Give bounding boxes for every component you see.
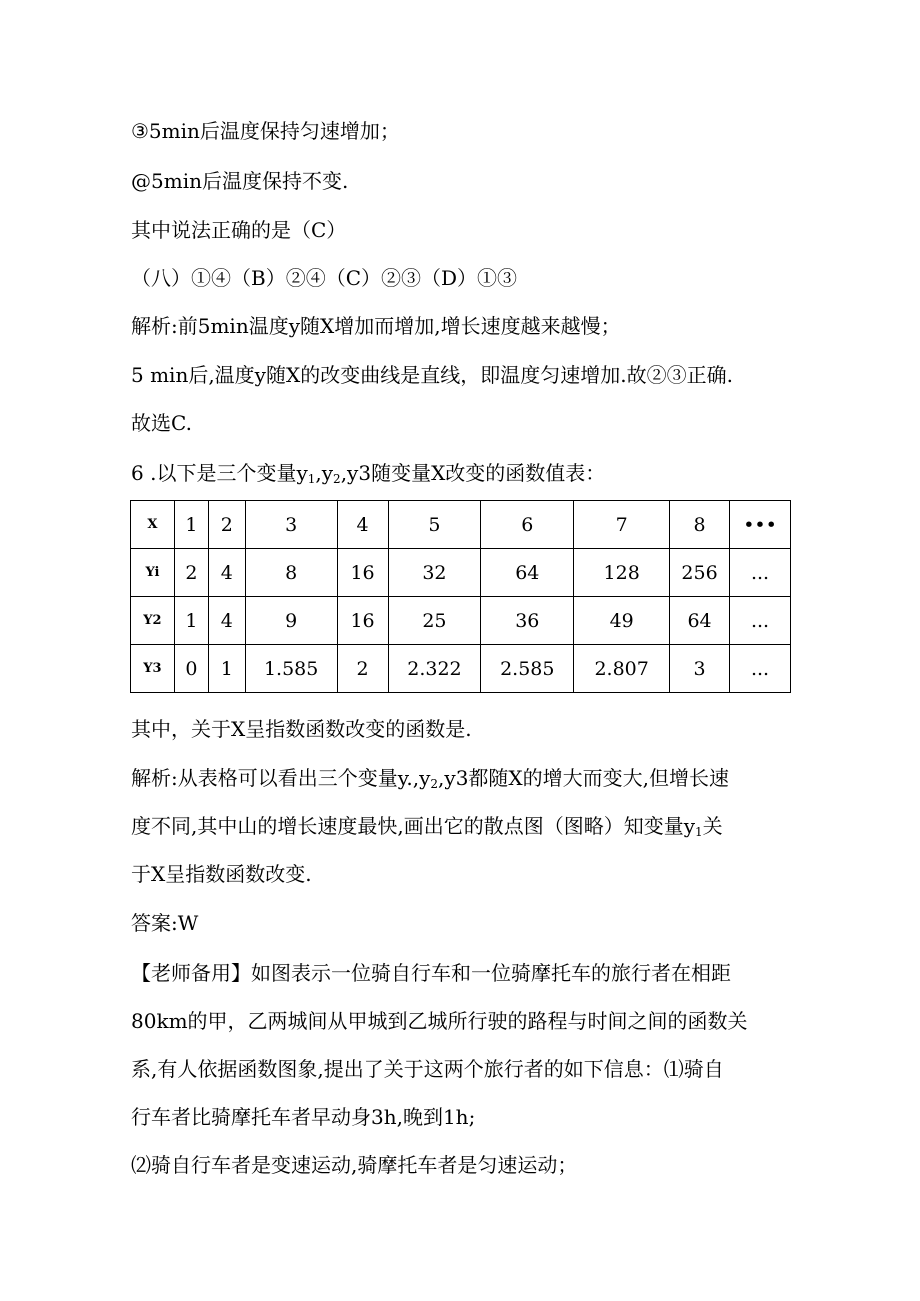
table-cell: ... [730, 645, 791, 693]
table-cell: 1 [174, 597, 208, 645]
q6-subscript-1: 1 [307, 472, 316, 486]
table-analysis-line-2 [131, 813, 723, 839]
table-cell: 7 [574, 501, 670, 549]
table-cell: 0 [174, 645, 208, 693]
row-label: Yi [131, 549, 175, 597]
statement-4: @5min后温度保持不变. [131, 169, 349, 193]
analysis-text: 解析:从表格可以看出三个变量y.,y [131, 766, 431, 790]
table-cell: 64 [670, 597, 730, 645]
table-cell: 9 [245, 597, 337, 645]
analysis-text-rest: 关 [702, 814, 723, 838]
analysis-subscript: 1 [695, 825, 703, 839]
table-cell: 2 [208, 501, 245, 549]
q6-mid: ,y [315, 461, 334, 485]
table-cell: 8 [245, 549, 337, 597]
table-cell: 25 [388, 597, 481, 645]
table-cell: 64 [481, 549, 574, 597]
table-cell: 36 [481, 597, 574, 645]
table-cell: 256 [670, 549, 730, 597]
analysis-text: 度不同,其中山的增长速度最快,画出它的散点图（图略）知变量y [131, 814, 696, 838]
row-label: Y2 [131, 597, 175, 645]
row-label: X [131, 501, 175, 549]
question-statement: 其中，关于X呈指数函数改变的函数是. [131, 717, 472, 741]
table-row [131, 597, 791, 645]
table-cell: 128 [574, 549, 670, 597]
table-row [131, 501, 791, 549]
table-cell: 1 [174, 501, 208, 549]
teacher-note-line-4: 行车者比骑摩托车者早动身3h,晚到1h; [131, 1105, 476, 1129]
analysis-conclusion: 故选C. [131, 411, 192, 435]
table-analysis-line-3: 于X呈指数函数改变. [131, 862, 312, 886]
q6-prefix: 6 .以下是三个变量y [131, 461, 308, 485]
q6-subscript-2: 2 [333, 472, 341, 486]
table-cell: 8 [670, 501, 730, 549]
row-label: Y3 [131, 645, 175, 693]
table-cell: ... [730, 597, 791, 645]
q6-rest: ,y3随变量X改变的函数值表： [340, 461, 606, 485]
table-cell: 2.585 [481, 645, 574, 693]
statement-3: ③5min后温度保持匀速增加； [131, 119, 400, 143]
table-cell: 16 [337, 597, 388, 645]
analysis-line-2: 5 min后,温度y随X的改变曲线是直线，即温度匀速增加.故②③正确. [131, 363, 733, 387]
analysis-subscript: 2 [430, 777, 439, 791]
table-cell: 2.807 [574, 645, 670, 693]
table-cell: 1.585 [245, 645, 337, 693]
table-cell: 4 [208, 597, 245, 645]
answer-line: 答案:W [131, 911, 199, 935]
table-row [131, 549, 791, 597]
table-cell: 4 [337, 501, 388, 549]
table-cell: 6 [481, 501, 574, 549]
table-cell: 2 [337, 645, 388, 693]
table-cell: 32 [388, 549, 481, 597]
table-cell: ••• [730, 501, 791, 549]
table-cell: 2.322 [388, 645, 481, 693]
question-prompt: 其中说法正确的是（C） [131, 218, 347, 242]
teacher-note-line-5: ⑵骑自行车者是变速运动,骑摩托车者是匀速运动； [131, 1153, 578, 1177]
table-row [131, 645, 791, 693]
table-cell: ... [730, 549, 791, 597]
table-cell: 5 [388, 501, 481, 549]
table-cell: 1 [208, 645, 245, 693]
analysis-text-rest: ,y3都随X的增大而变大,但增长速 [438, 766, 730, 790]
teacher-note-line-3: 系,有人依据函数图象,提出了关于这两个旅行者的如下信息：⑴骑自 [131, 1057, 724, 1081]
answer-options: （八）①④（B）②④（C）②③（D）①③ [131, 266, 518, 290]
table-cell: 2 [174, 549, 208, 597]
table-cell: 49 [574, 597, 670, 645]
teacher-note-line-2: 80km的甲，乙两城间从甲城到乙城所行驶的路程与时间之间的函数关 [131, 1009, 748, 1033]
table-analysis-line-1 [131, 765, 729, 791]
table-cell: 4 [208, 549, 245, 597]
table-cell: 3 [245, 501, 337, 549]
analysis-line-1: 解析:前5min温度y随X增加而增加,增长速度越来越慢； [131, 314, 621, 338]
function-value-table [130, 500, 791, 693]
table-cell: 3 [670, 645, 730, 693]
table-cell: 16 [337, 549, 388, 597]
question-6-heading [131, 460, 605, 486]
teacher-note-line-1: 【老师备用】如图表示一位骑自行车和一位骑摩托车的旅行者在相距 [131, 961, 731, 985]
